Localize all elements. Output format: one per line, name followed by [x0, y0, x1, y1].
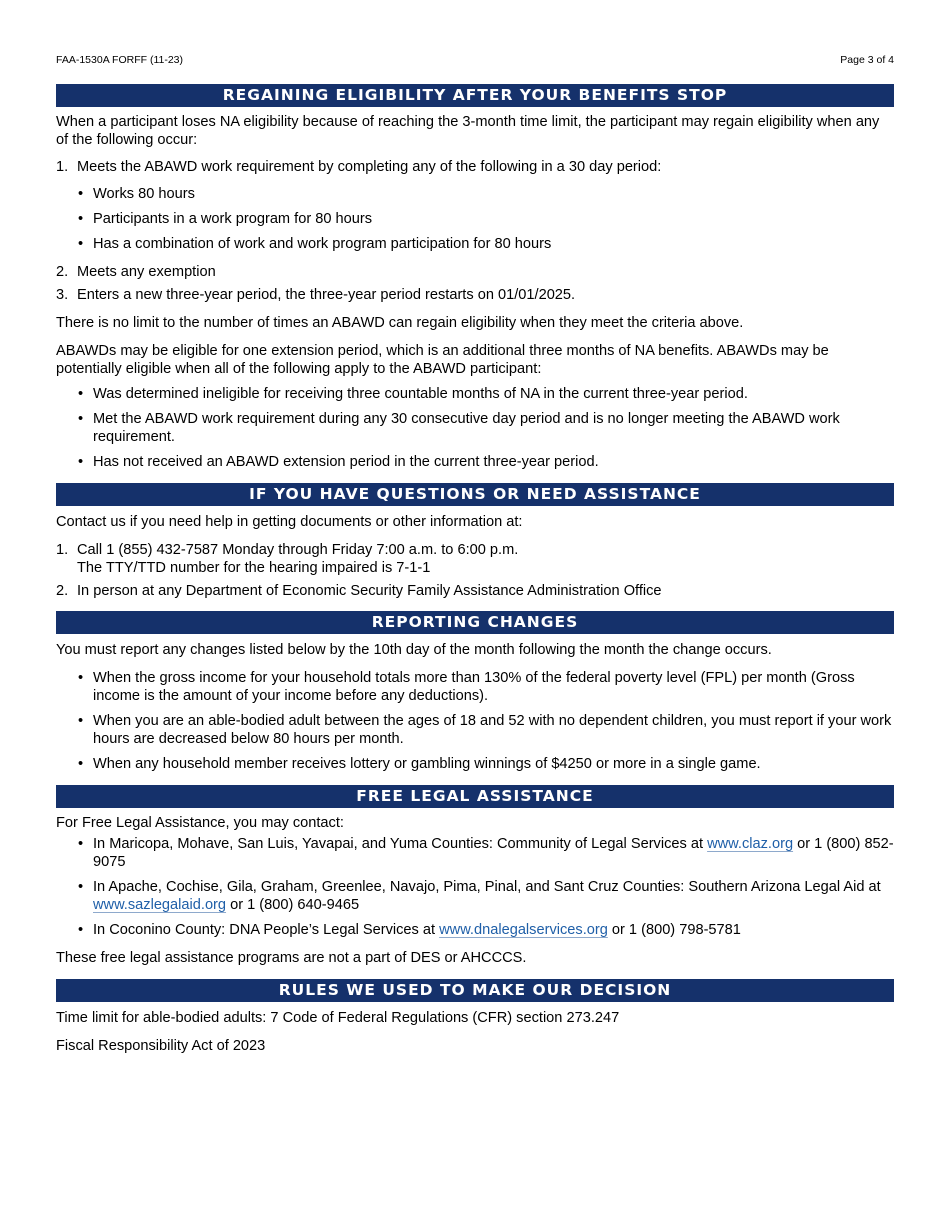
list-item [78, 921, 894, 939]
bullet: • [78, 186, 84, 202]
list-item [78, 712, 894, 748]
bullet: • [78, 756, 84, 772]
questions-intro: Contact us if you need help in getting documents or other information at: [56, 514, 523, 530]
item-text: or 1 (800) 852-9075 [93, 836, 894, 870]
list-item [78, 755, 894, 773]
list-item [56, 582, 894, 600]
item-text: Met the ABAWD work requirement during any 30 consecutive day period and is no longer meeting the ABAWD work requirement. [93, 411, 840, 445]
list-item [78, 235, 894, 253]
claz-link[interactable]: www.claz.org [707, 836, 794, 852]
no-limit-text: There is no limit to the number of times an ABAWD can regain eligibility when they meet the criteria above. [56, 315, 744, 331]
list-item [56, 541, 894, 577]
legal-bullets [56, 835, 894, 939]
reporting-intro: You must report any changes listed below by the 10th day of the month following the month the change occurs. [56, 642, 772, 658]
rules-cfr: Time limit for able-bodied adults: 7 Code of Federal Regulations (CFR) section 273.247 [56, 1010, 620, 1026]
bullet: • [78, 454, 84, 470]
item-number: 1. [56, 542, 69, 558]
extension-intro: ABAWDs may be eligible for one extension period, which is an additional three months of NA benefits. ABAWDs may be potentially eligible when all of the following apply to the ABAWD participant: [56, 343, 829, 377]
page-number: Page 3 of 4 [840, 54, 894, 66]
list-item [78, 669, 894, 705]
item-text: Participants in a work program for 80 hours [93, 211, 373, 227]
item-text: Has not received an ABAWD extension period in the current three-year period. [93, 454, 599, 470]
list-item [78, 453, 894, 471]
regaining-list-cont [56, 263, 894, 304]
extension-bullets [56, 385, 894, 471]
item-text: Meets the ABAWD work requirement by completing any of the following in a 30 day period: [77, 159, 662, 175]
section-header-reporting: REPORTING CHANGES [56, 611, 894, 634]
regaining-intro: When a participant loses NA eligibility because of reaching the 3-month time limit, the participant may regain eligibility when any of the following occur: [56, 114, 880, 148]
legal-note: These free legal assistance programs are not a part of DES or AHCCCS. [56, 950, 527, 966]
item-text: Works 80 hours [93, 186, 195, 202]
sazlegalaid-link[interactable]: www.sazlegalaid.org [93, 897, 227, 913]
item-number: 1. [56, 159, 69, 175]
phone-line: Call 1 (855) 432-7587 Monday through Friday 7:00 a.m. to 6:00 p.m. [77, 542, 519, 558]
document-page [56, 0, 894, 1055]
bullet: • [78, 879, 84, 895]
bullet: • [78, 670, 84, 686]
list-item [78, 210, 894, 228]
list-item [56, 263, 894, 281]
page-header [56, 0, 894, 66]
section-header-questions: IF YOU HAVE QUESTIONS OR NEED ASSISTANCE [56, 483, 894, 506]
item-text: or 1 (800) 640-9465 [226, 897, 360, 913]
item-text: In Maricopa, Mohave, San Luis, Yavapai, and Yuma Counties: Community of Legal Services at [93, 836, 708, 852]
list-item [78, 410, 894, 446]
item-text: In person at any Department of Economic Security Family Assistance Administration Office [77, 583, 662, 599]
dnalegalservices-link[interactable]: www.dnalegalservices.org [439, 922, 608, 938]
item-text: In Coconino County: DNA People’s Legal Services at [93, 922, 440, 938]
item-text: Meets any exemption [77, 264, 216, 280]
item-number: 2. [56, 264, 69, 280]
item-text: When any household member receives lottery or gambling winnings of $4250 or more in a single game. [93, 756, 761, 772]
section-header-regaining: REGAINING ELIGIBILITY AFTER YOUR BENEFITS STOP [56, 84, 894, 107]
reporting-bullets [56, 669, 894, 773]
regaining-list [56, 158, 894, 176]
bullet: • [78, 386, 84, 402]
bullet: • [78, 922, 84, 938]
bullet: • [78, 836, 84, 852]
contact-list [56, 541, 894, 600]
item-number: 3. [56, 287, 69, 303]
list-item [78, 385, 894, 403]
item-text: Enters a new three-year period, the three-year period restarts on 01/01/2025. [77, 287, 576, 303]
bullet: • [78, 713, 84, 729]
rules-act: Fiscal Responsibility Act of 2023 [56, 1038, 266, 1054]
item-text: Has a combination of work and work program participation for 80 hours [93, 236, 552, 252]
section-header-rules: RULES WE USED TO MAKE OUR DECISION [56, 979, 894, 1002]
legal-intro: For Free Legal Assistance, you may contact: [56, 815, 344, 831]
list-item [78, 835, 894, 871]
item-text: When you are an able-bodied adult between the ages of 18 and 52 with no dependent children, you must report if your work hours are decreased below 80 hours per month. [93, 713, 892, 747]
list-item [56, 158, 894, 176]
bullet: • [78, 411, 84, 427]
item-text: or 1 (800) 798-5781 [607, 922, 741, 938]
section-header-legal: FREE LEGAL ASSISTANCE [56, 785, 894, 808]
bullet: • [78, 236, 84, 252]
work-requirement-bullets [56, 185, 894, 253]
list-item [78, 878, 894, 914]
item-text: In Apache, Cochise, Gila, Graham, Greenlee, Navajo, Pima, Pinal, and Sant Cruz Counties: Southern Arizona Legal Aid at [93, 879, 881, 895]
list-item [78, 185, 894, 203]
bullet: • [78, 211, 84, 227]
item-number: 2. [56, 583, 69, 599]
list-item [56, 286, 894, 304]
item-text: When the gross income for your household totals more than 130% of the federal poverty level (FPL) per month (Gross income is the amount of your income before any deductions). [93, 670, 855, 704]
tty-line: The TTY/TTD number for the hearing impaired is 7-1-1 [77, 560, 431, 576]
form-id: FAA-1530A FORFF (11-23) [56, 54, 184, 66]
item-text: Was determined ineligible for receiving three countable months of NA in the current three-year period. [93, 386, 748, 402]
